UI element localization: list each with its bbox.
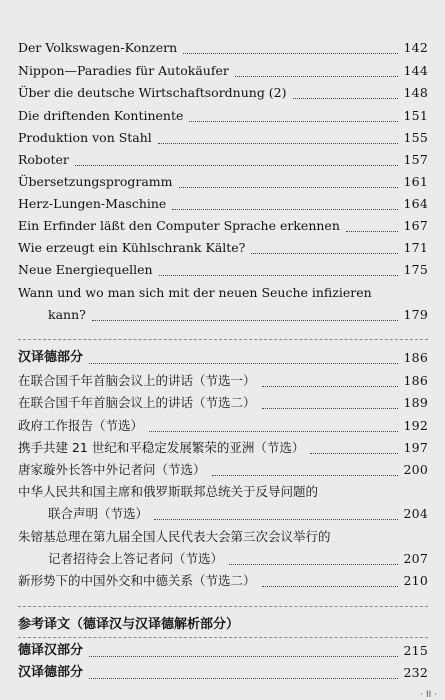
dot-leader xyxy=(293,76,398,99)
toc-section-heading xyxy=(0,614,445,636)
toc-entry-page: 164 xyxy=(403,196,428,211)
toc-entry[interactable] xyxy=(0,459,445,481)
toc-entry-title: Herz-Lungen-Maschine xyxy=(18,196,167,211)
toc-entry-page: 161 xyxy=(403,174,428,189)
toc-entry-title: 新形势下的中国外交和中德关系（节选二） xyxy=(18,573,256,588)
toc-entry-title-cont: 记者招待会上答记者问（节选） xyxy=(48,551,224,566)
toc-entry-page: 148 xyxy=(403,85,428,100)
toc-entry-continuation xyxy=(0,503,445,525)
dot-leader xyxy=(154,497,398,520)
toc-entry-title: Ein Erfinder läßt den Computer Sprache erkennen xyxy=(18,218,340,233)
toc-entry-title: Wie erzeugt ein Kühlschrank Kälte? xyxy=(18,240,246,255)
toc-entry-page: 151 xyxy=(403,108,428,123)
toc-entry-title: 中华人民共和国主席和俄罗斯联邦总统关于反导问题的 xyxy=(18,484,319,499)
toc-entry[interactable] xyxy=(0,662,445,684)
toc-entry-title-cont: 联合声明（节选） xyxy=(48,506,149,521)
toc-entry-page: 200 xyxy=(403,462,428,477)
dot-leader xyxy=(158,121,398,144)
toc-entry-title: Über die deutsche Wirtschaftsordnung (2) xyxy=(18,85,287,100)
toc-entry-title: 唐家璇外长答中外记者问（节选） xyxy=(18,462,206,477)
toc-entry-page: 192 xyxy=(403,418,428,433)
dot-leader xyxy=(92,298,398,321)
toc-entry-title: 在联合国千年首脑会议上的讲话（节选一） xyxy=(18,373,256,388)
toc-entry[interactable] xyxy=(0,570,445,592)
toc-entry-page: 197 xyxy=(403,440,428,455)
dot-leader xyxy=(89,656,398,679)
toc-entry-title: 朱镕基总理在第九届全国人民代表大会第三次会议举行的 xyxy=(18,529,331,544)
toc-entry-title: 德译汉部分 xyxy=(18,643,84,658)
toc-entry-page: 210 xyxy=(403,573,428,588)
dot-leader xyxy=(229,542,398,565)
section-heading: 汉译德部分 xyxy=(18,350,84,365)
section-divider xyxy=(18,339,428,340)
dot-leader xyxy=(75,143,398,166)
toc-entry-title: Die driftenden Kontinente xyxy=(18,108,184,123)
toc-entry-title: Neue Energiequellen xyxy=(18,262,153,277)
toc-entry-title: Übersetzungsprogramm xyxy=(18,174,173,189)
dot-leader xyxy=(262,386,398,409)
dot-leader xyxy=(189,99,397,122)
toc-entry[interactable] xyxy=(0,259,445,281)
dot-leader xyxy=(310,431,397,454)
section-divider xyxy=(18,606,428,607)
dot-leader xyxy=(159,253,398,276)
toc-entry-title: Nippon—Paradies für Autokäufer xyxy=(18,63,229,78)
toc-entry-page: 144 xyxy=(403,63,428,78)
section-heading: 参考译文（德译汉与汉译德解析部分） xyxy=(18,617,240,632)
toc-entry-title: 汉译德部分 xyxy=(18,665,84,680)
toc-entry-page: 189 xyxy=(403,395,428,410)
toc-entry-page: 207 xyxy=(403,551,428,566)
toc-entry-title: Wann und wo man sich mit der neuen Seuche infizieren xyxy=(18,285,372,300)
toc-entry-page: 232 xyxy=(403,665,428,680)
dot-leader xyxy=(89,634,398,657)
toc-entry-title: Der Volkswagen-Konzern xyxy=(18,40,178,55)
toc-entry-page: 186 xyxy=(403,350,428,365)
dot-leader xyxy=(262,364,398,387)
dot-leader xyxy=(179,165,398,188)
dot-leader xyxy=(212,453,398,476)
toc-entry-page: 157 xyxy=(403,152,428,167)
toc-entry-page: 155 xyxy=(403,130,428,145)
toc-entry-title: 政府工作报告（节选） xyxy=(18,418,144,433)
dot-leader xyxy=(251,231,397,254)
toc-entry-page: 171 xyxy=(403,240,428,255)
toc-entry-continuation xyxy=(0,304,445,326)
toc-entry-page: 204 xyxy=(403,506,428,521)
toc-entry-page: 142 xyxy=(403,40,428,55)
dot-leader xyxy=(183,31,397,54)
dot-leader xyxy=(346,209,398,232)
toc-entry-page: 186 xyxy=(403,373,428,388)
toc-entry-title: Produktion von Stahl xyxy=(18,130,152,145)
dot-leader xyxy=(89,341,398,364)
dot-leader xyxy=(149,409,398,432)
toc-entry-page: 175 xyxy=(403,262,428,277)
page-number-mark: · II · xyxy=(420,690,437,700)
toc-entry-title: 携手共建 21 世纪和平稳定发展繁荣的亚洲（节选） xyxy=(18,440,305,455)
toc-entry-title: 在联合国千年首脑会议上的讲话（节选二） xyxy=(18,395,256,410)
toc-entry-title: Roboter xyxy=(18,152,69,167)
toc-entry-title-cont: kann? xyxy=(48,307,86,322)
toc-entry-page: 167 xyxy=(403,218,428,233)
dot-leader xyxy=(172,187,397,210)
toc-entry-page: 215 xyxy=(403,643,428,658)
dot-leader xyxy=(235,54,398,77)
toc-entry-page: 179 xyxy=(403,307,428,322)
dot-leader xyxy=(262,564,398,587)
